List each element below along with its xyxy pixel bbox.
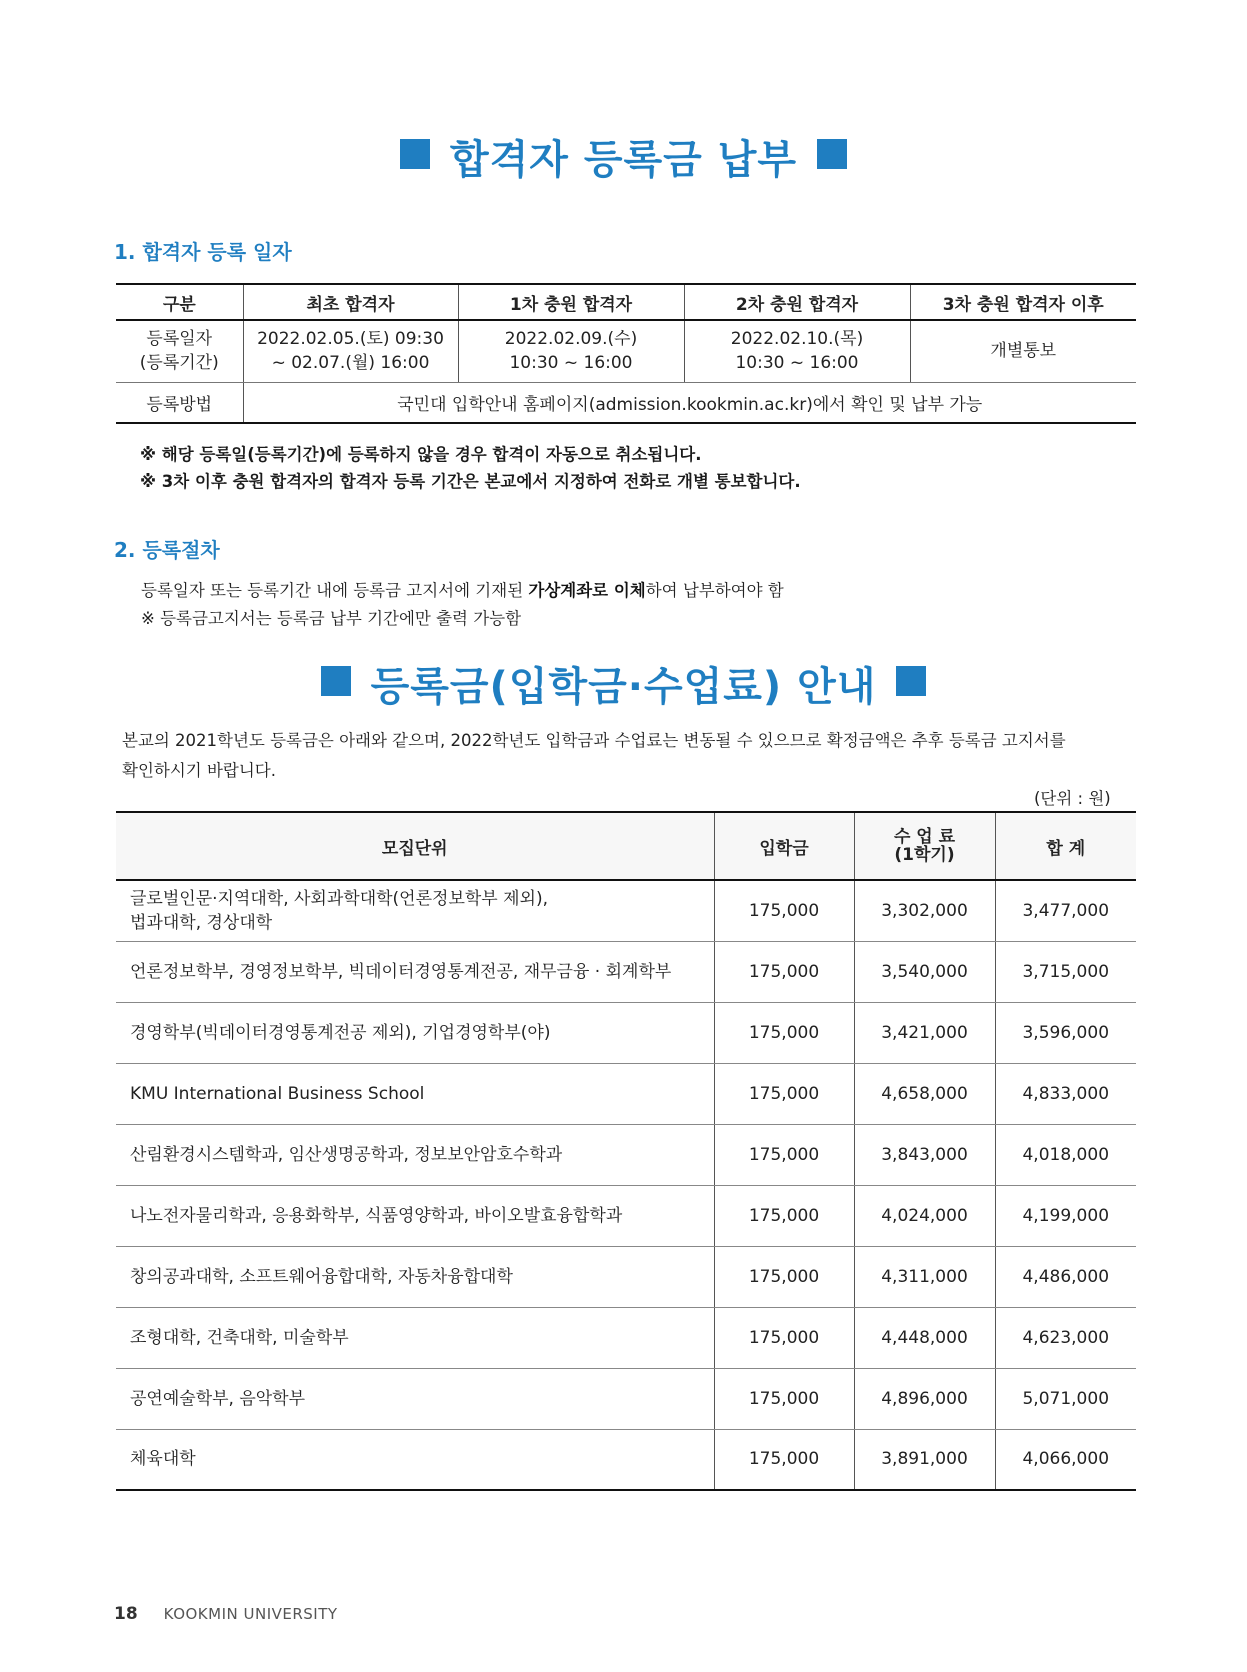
table-row bbox=[116, 1368, 1136, 1429]
table-row bbox=[116, 941, 1136, 1002]
row-label-registration-date bbox=[116, 320, 243, 382]
section-title-registration-payment bbox=[0, 128, 1247, 185]
table-row bbox=[116, 1246, 1136, 1307]
table-row bbox=[116, 1185, 1136, 1246]
cell-total: 4,066,000 bbox=[1022, 1449, 1110, 1470]
cell-admission-fee: 175,000 bbox=[714, 880, 854, 941]
header-tuition-line: (1학기) bbox=[894, 845, 955, 865]
tuition-fees-body bbox=[116, 880, 1136, 1490]
cell-unit bbox=[116, 1368, 714, 1429]
square-bullet-icon bbox=[896, 666, 926, 696]
date-line: 2022.02.09.(수) bbox=[504, 329, 638, 350]
note-auto-cancel: ※ 해당 등록일(등록기간)에 등록하지 않을 경우 합격이 자동으로 취소됩니다. bbox=[140, 445, 702, 464]
cell-unit bbox=[116, 1185, 714, 1246]
subsection-title-registration-procedure: 2. 등록절차 bbox=[114, 538, 220, 562]
page-number: 18 bbox=[114, 1604, 138, 1624]
unit-line: 언론정보학부, 경영정보학부, 빅데이터경영통계전공, 재무금융 · 회계학부 bbox=[130, 961, 672, 982]
procedure-text-pre: 등록일자 또는 등록기간 내에 등록금 고지서에 기재된 bbox=[141, 581, 529, 600]
tuition-fees-table bbox=[116, 811, 1136, 1491]
date-line: 10:30 ~ 16:00 bbox=[735, 353, 859, 374]
date-second-waitlist bbox=[684, 320, 910, 382]
cell-total: 3,477,000 bbox=[995, 880, 1136, 941]
cell-admission-fee: 175,000 bbox=[714, 1429, 854, 1490]
square-bullet-icon bbox=[817, 139, 847, 169]
date-line: 10:30 ~ 16:00 bbox=[509, 353, 633, 374]
date-line: 2022.02.10.(목) bbox=[730, 329, 864, 350]
cell-unit bbox=[116, 1124, 714, 1185]
section-title-text: 등록금(입학금·수업료) 안내 bbox=[370, 664, 877, 710]
date-line: ~ 02.07.(월) 16:00 bbox=[271, 353, 430, 374]
cell-total: 4,623,000 bbox=[995, 1307, 1136, 1368]
label-line: (등록기간) bbox=[139, 353, 219, 374]
registration-method-value: 국민대 입학안내 홈페이지(admission.kookmin.ac.kr)에서 확인 및 납부 가능 bbox=[397, 394, 983, 415]
header-first-waitlist: 1차 충원 합격자 bbox=[458, 284, 684, 320]
header-initial-admit: 최초 합격자 bbox=[243, 284, 458, 320]
unit-line: 글로벌인문·지역대학, 사회과학대학(언론정보학부 제외), bbox=[130, 888, 548, 909]
cell-total: 3,596,000 bbox=[995, 1002, 1136, 1063]
procedure-text-bold: 가상계좌로 이체 bbox=[528, 581, 646, 600]
cell-unit bbox=[116, 1307, 714, 1368]
cell-unit bbox=[116, 1063, 714, 1124]
header-third-waitlist: 3차 충원 합격자 이후 bbox=[910, 284, 1136, 320]
table-row bbox=[116, 1063, 1136, 1124]
cell-total: 4,486,000 bbox=[995, 1246, 1136, 1307]
cell-admission-fee: 175,000 bbox=[714, 1307, 854, 1368]
table-row bbox=[116, 880, 1136, 941]
unit-line: 체육대학 bbox=[130, 1449, 196, 1470]
page-footer bbox=[114, 1604, 338, 1624]
cell-admission-fee: 175,000 bbox=[714, 1246, 854, 1307]
cell-unit bbox=[116, 1002, 714, 1063]
cell-admission-fee: 175,000 bbox=[714, 941, 854, 1002]
cell-tuition: 4,448,000 bbox=[854, 1307, 995, 1368]
cell-tuition: 3,421,000 bbox=[854, 1002, 995, 1063]
intro-line-2: 확인하시기 바랍니다. bbox=[122, 761, 276, 780]
procedure-text-post: 하여 납부하여야 함 bbox=[645, 581, 784, 600]
table-row bbox=[116, 1307, 1136, 1368]
note-third-waitlist: ※ 3차 이후 충원 합격자의 합격자 등록 기간은 본교에서 지정하여 전화로 개별 통보합니다. bbox=[140, 472, 801, 491]
section-title-text: 합격자 등록금 납부 bbox=[450, 137, 797, 183]
cell-admission-fee: 175,000 bbox=[714, 1063, 854, 1124]
table-row bbox=[116, 382, 1136, 423]
cell-tuition: 3,891,000 bbox=[854, 1429, 995, 1490]
header-tuition-line: 수 업 료 bbox=[893, 827, 956, 847]
cell-unit bbox=[116, 941, 714, 1002]
cell-unit bbox=[116, 1429, 714, 1490]
cell-tuition: 4,024,000 bbox=[854, 1185, 995, 1246]
header-tuition bbox=[854, 812, 995, 880]
cell-total: 3,715,000 bbox=[995, 941, 1136, 1002]
cell-tuition: 4,896,000 bbox=[854, 1368, 995, 1429]
date-initial-admit bbox=[243, 320, 458, 382]
date-line: 2022.02.05.(토) 09:30 bbox=[257, 329, 444, 350]
header-admission-fee: 입학금 bbox=[714, 812, 854, 880]
cell-tuition: 4,311,000 bbox=[854, 1246, 995, 1307]
table-row bbox=[116, 1124, 1136, 1185]
date-first-waitlist bbox=[458, 320, 684, 382]
cell-admission-fee: 175,000 bbox=[714, 1002, 854, 1063]
cell-total: 4,833,000 bbox=[995, 1063, 1136, 1124]
header-second-waitlist: 2차 충원 합격자 bbox=[684, 284, 910, 320]
unit-line: 나노전자물리학과, 응용화학부, 식품영양학과, 바이오발효융합학과 bbox=[130, 1205, 623, 1226]
table-header-row bbox=[116, 812, 1136, 880]
unit-line: 경영학부(빅데이터경영통계전공 제외), 기업경영학부(야) bbox=[130, 1022, 551, 1043]
cell-admission-fee: 175,000 bbox=[714, 1124, 854, 1185]
intro-line-1: 본교의 2021학년도 등록금은 아래와 같으며, 2022학년도 입학금과 수업료는 변동될 수 있으므로 확정금액은 추후 등록금 고지서를 bbox=[122, 731, 1066, 750]
cell-tuition: 4,658,000 bbox=[854, 1063, 995, 1124]
header-total: 합 계 bbox=[995, 812, 1136, 880]
procedure-note: ※ 등록금고지서는 등록금 납부 기간에만 출력 가능함 bbox=[141, 609, 522, 628]
header-unit: 모집단위 bbox=[116, 812, 714, 880]
unit-line: 조형대학, 건축대학, 미술학부 bbox=[130, 1327, 349, 1348]
section-title-tuition-guide bbox=[0, 655, 1247, 712]
unit-line: 산림환경시스템학과, 임산생명공학과, 정보보안암호수학과 bbox=[130, 1144, 563, 1165]
table-header-row bbox=[116, 284, 1136, 320]
table-row bbox=[116, 1002, 1136, 1063]
cell-tuition: 3,302,000 bbox=[854, 880, 995, 941]
subsection-title-registration-dates: 1. 합격자 등록 일자 bbox=[114, 240, 292, 264]
date-third-waitlist: 개별통보 bbox=[910, 320, 1136, 382]
header-category: 구분 bbox=[116, 284, 243, 320]
unit-note: (단위 : 원) bbox=[1034, 789, 1111, 808]
procedure-text bbox=[141, 577, 784, 601]
unit-line: 창의공과대학, 소프트웨어융합대학, 자동차융합대학 bbox=[130, 1266, 513, 1287]
label-line: 등록일자 bbox=[146, 329, 213, 350]
unit-line: 법과대학, 경상대학 bbox=[130, 912, 273, 933]
cell-tuition: 3,843,000 bbox=[854, 1124, 995, 1185]
footer-university: KOOKMIN UNIVERSITY bbox=[163, 1605, 338, 1623]
cell-total: 4,199,000 bbox=[995, 1185, 1136, 1246]
table-row bbox=[116, 1429, 1136, 1490]
registration-schedule-table bbox=[116, 283, 1136, 424]
square-bullet-icon bbox=[400, 139, 430, 169]
unit-line: KMU International Business School bbox=[130, 1083, 425, 1104]
cell-admission-fee: 175,000 bbox=[714, 1368, 854, 1429]
cell-total: 5,071,000 bbox=[995, 1368, 1136, 1429]
row-label-registration-method: 등록방법 bbox=[116, 382, 243, 423]
unit-line: 공연예술학부, 음악학부 bbox=[130, 1388, 306, 1409]
cell-total: 4,018,000 bbox=[995, 1124, 1136, 1185]
cell-admission-fee: 175,000 bbox=[714, 1185, 854, 1246]
square-bullet-icon bbox=[321, 666, 351, 696]
cell-unit bbox=[116, 880, 714, 941]
table-row bbox=[116, 320, 1136, 382]
cell-tuition: 3,540,000 bbox=[854, 941, 995, 1002]
cell-unit bbox=[116, 1246, 714, 1307]
